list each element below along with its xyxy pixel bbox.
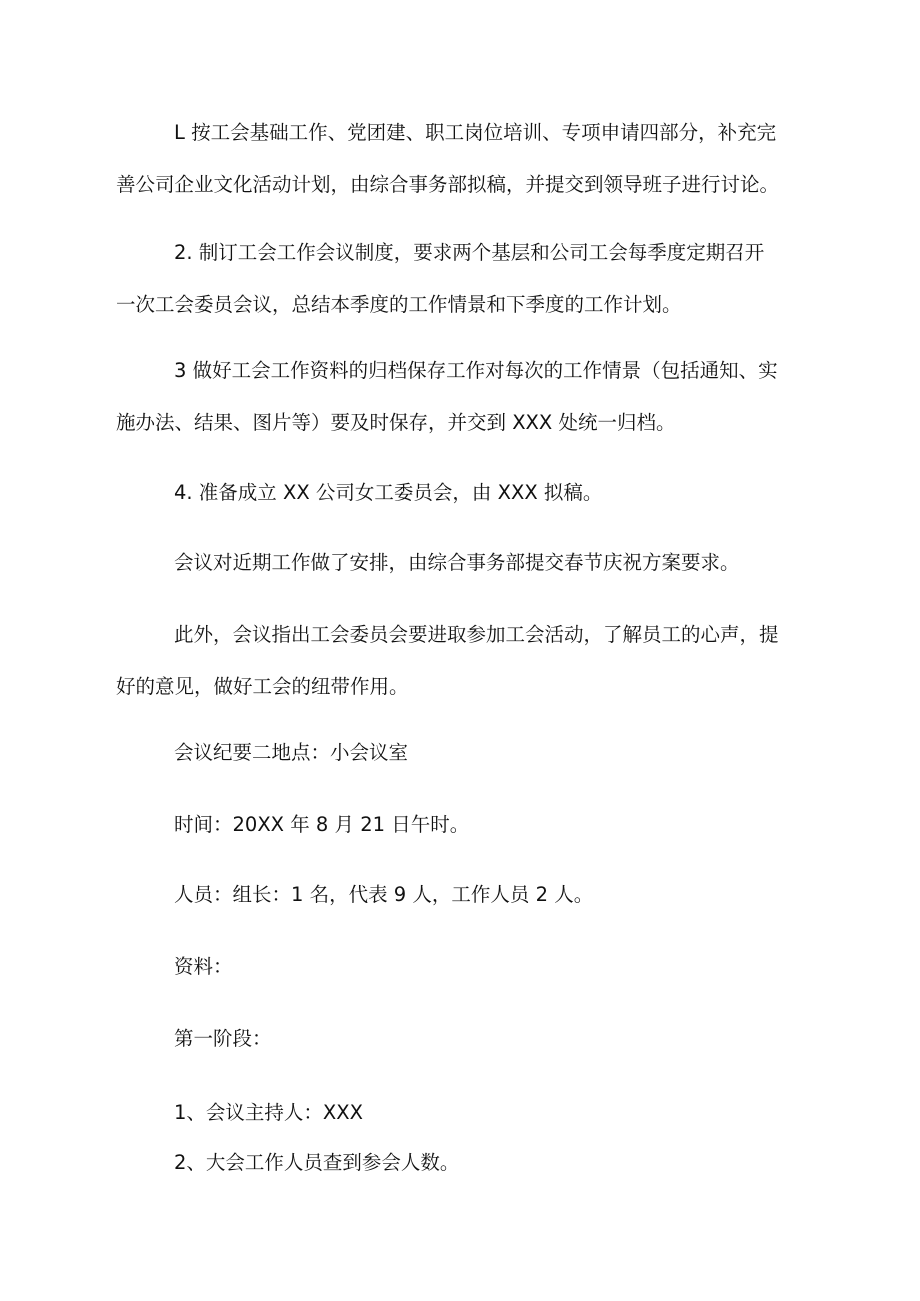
paragraph-line: 时间：20XX 年 8 月 21 日午时。 (174, 813, 470, 836)
paragraph-5 (174, 537, 794, 589)
paragraph-10 (174, 941, 794, 993)
paragraph-line: L 按工会基础工作、党团建、职工岗位培训、专项申请四部分，补充完 (174, 121, 777, 144)
paragraph-2 (116, 227, 794, 331)
paragraph-3 (116, 345, 794, 449)
paragraph-6 (116, 609, 794, 713)
paragraph-9 (174, 869, 794, 921)
paragraph-line: 会议对近期工作做了安排，由综合事务部提交春节庆祝方案要求。 (174, 551, 740, 574)
paragraph-line: 好的意见，做好工会的纽带作用。 (116, 675, 409, 698)
paragraph-12 (174, 1087, 794, 1139)
paragraph-line: 会议纪要二地点：小会议室 (174, 741, 409, 764)
paragraph-line: 3 做好工会工作资料的归档保存工作对每次的工作情景（包括通知、实 (174, 359, 778, 382)
paragraph-line: 善公司企业文化活动计划，由综合事务部拟稿，并提交到领导班子进行讨论。 (116, 173, 780, 196)
paragraph-13 (174, 1137, 794, 1189)
paragraph-line: 资料： (174, 955, 233, 978)
paragraph-8 (174, 799, 794, 851)
paragraph-line: 1、会议主持人：XXX (174, 1101, 363, 1124)
paragraph-line: 2、大会工作人员查到参会人数。 (174, 1151, 460, 1174)
paragraph-line: 4. 准备成立 XX 公司女工委员会，由 XXX 拟稿。 (174, 481, 603, 504)
paragraph-4 (174, 467, 794, 519)
paragraph-1 (116, 107, 794, 211)
paragraph-11 (174, 1013, 794, 1065)
paragraph-7 (174, 727, 794, 779)
paragraph-line: 2. 制订工会工作会议制度，要求两个基层和公司工会每季度定期召开 (174, 241, 765, 264)
paragraph-line: 第一阶段： (174, 1027, 272, 1050)
paragraph-line: 人员：组长：1 名，代表 9 人，工作人员 2 人。 (174, 883, 594, 906)
paragraph-line: 施办法、结果、图片等）要及时保存，并交到 XXX 处统一归档。 (116, 411, 676, 434)
paragraph-line: 此外，会议指出工会委员会要进取参加工会活动，了解员工的心声，提 (174, 623, 779, 646)
paragraph-line: 一次工会委员会议，总结本季度的工作情景和下季度的工作计划。 (116, 293, 682, 316)
